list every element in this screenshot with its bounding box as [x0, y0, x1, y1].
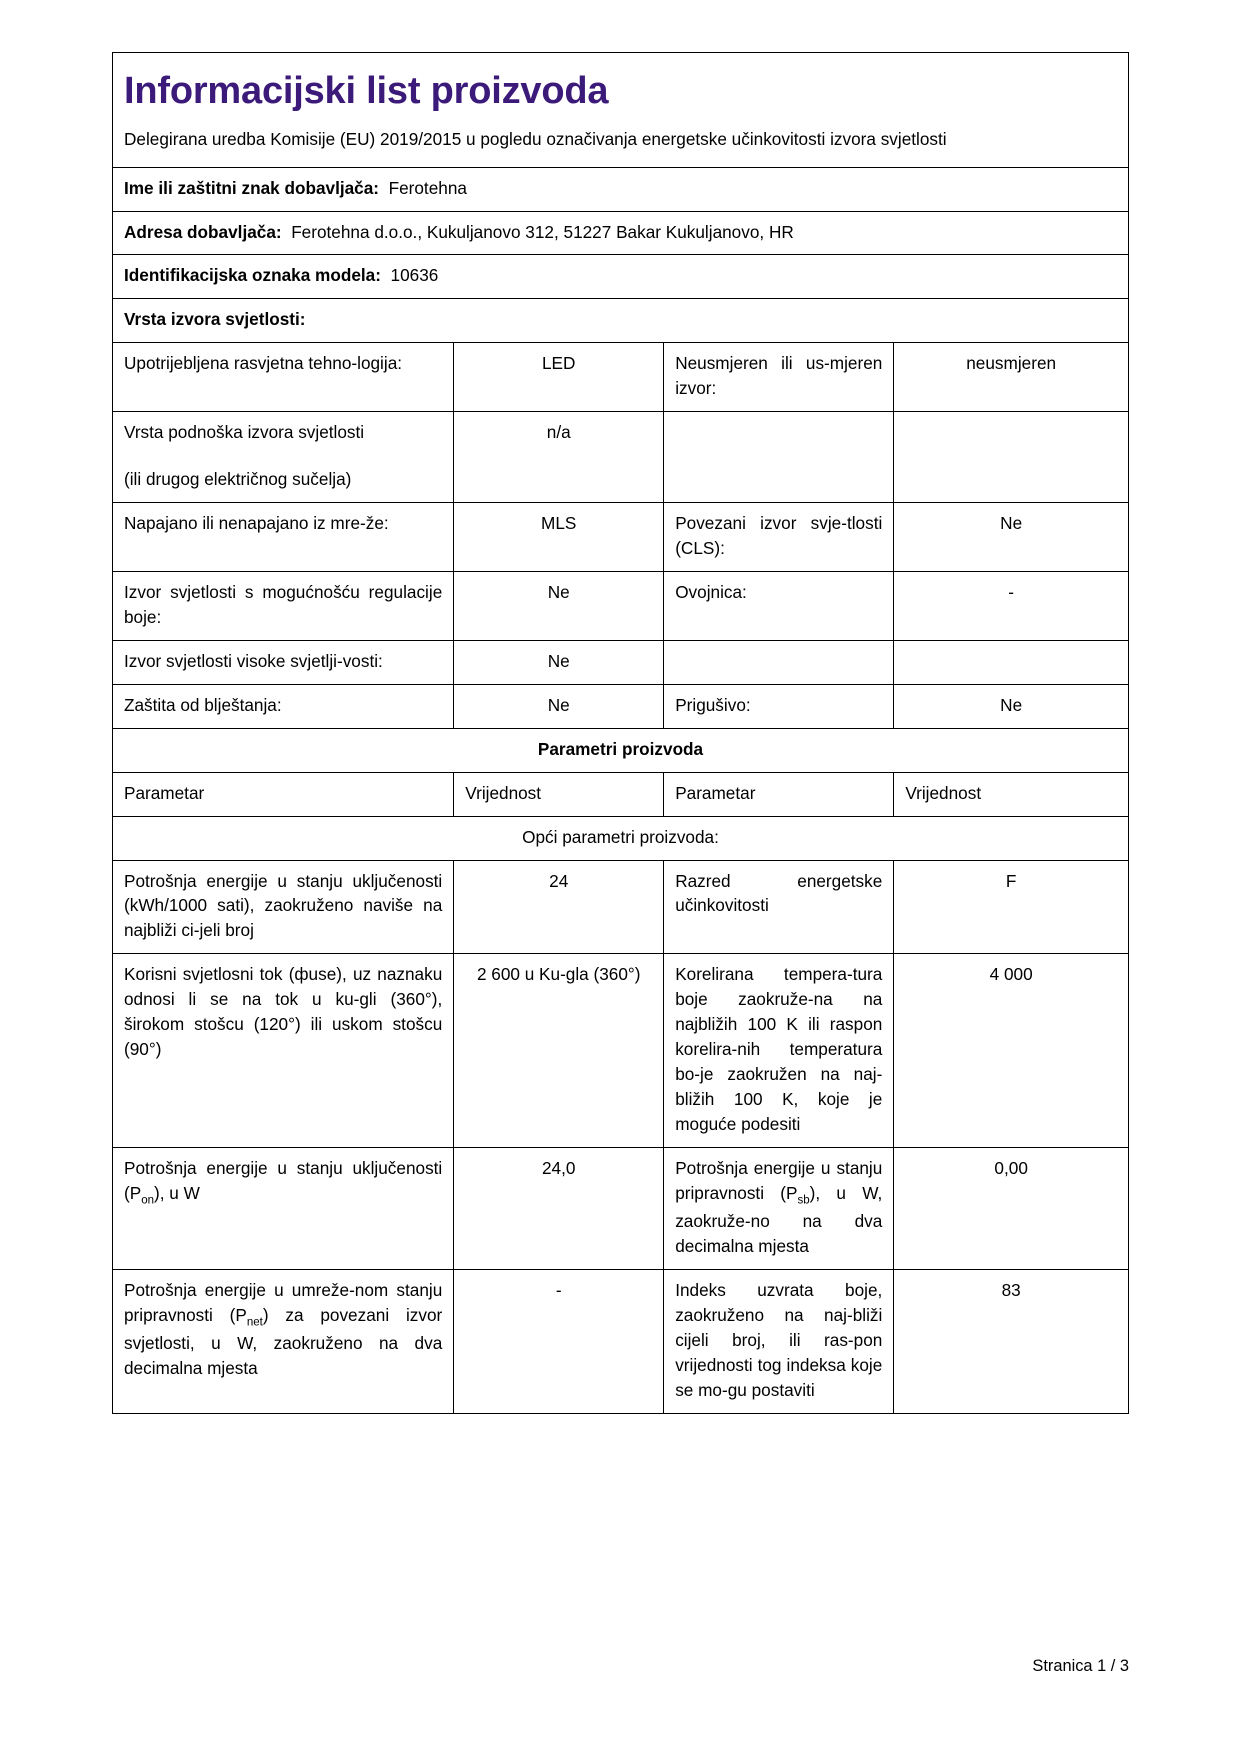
model-identifier-label: Identifikacijska oznaka modela:: [124, 265, 381, 286]
cell-value: Ne: [454, 684, 664, 728]
cell-value: F: [894, 860, 1129, 954]
cell-value: n/a: [454, 412, 664, 503]
table-row: [113, 1147, 1129, 1269]
cell-label: [113, 412, 454, 503]
cell-value: Ne: [894, 503, 1129, 572]
cell-label: Izvor svjetlosti s mogućnošću regulacije boje:: [113, 571, 454, 640]
cell-label-line1: Vrsta podnoška izvora svjetlosti: [124, 422, 365, 443]
table-row: [113, 860, 1129, 954]
cell-value: neusmjeren: [894, 343, 1129, 412]
column-header-value-right: Vrijednost: [894, 772, 1129, 816]
cell-label-line2: (ili drugog električnog sučelja): [124, 469, 352, 490]
cell-label: Upotrijebljena rasvjetna tehno-logija:: [113, 343, 454, 412]
cell-value: 24: [454, 860, 664, 954]
supplier-address-value: Ferotehna d.o.o., Kukuljanovo 312, 51227 Bakar Kukuljanovo, HR: [291, 221, 794, 242]
table-row-parameters-heading: [113, 728, 1129, 772]
cell-label: Povezani izvor svje-tlosti (CLS):: [664, 503, 894, 572]
cell-value: LED: [454, 343, 664, 412]
table-row: [113, 412, 1129, 503]
cell-label: Potrošnja energije u stanju pripravnosti $(P_{sb})$, u W, zaokruže-no na dva decimalna mjesta: [664, 1147, 894, 1269]
supplier-name-label: Ime ili zaštitni znak dobavljača:: [124, 177, 380, 198]
page-footer: Stranica 1 / 3: [1032, 1657, 1129, 1675]
cell-label: Potrošnja energije u umreže-nom stanju pripravnosti $(P_{net})$ za povezani izvor svjetlosti, u W, zaokruženo na dva decimalna mjesta: [113, 1269, 454, 1413]
product-information-table: [112, 52, 1129, 1414]
cell-value: -: [454, 1269, 664, 1413]
general-parameters-heading: Opći parametri proizvoda:: [113, 816, 1129, 860]
table-row-title: [113, 53, 1129, 168]
column-header-parameter-right: Parametar: [664, 772, 894, 816]
cell-label: Prigušivo:: [664, 684, 894, 728]
cell-label: Ovojnica:: [664, 571, 894, 640]
cell-label: Razred energetske učinkovitosti: [664, 860, 894, 954]
cell-value: -: [894, 571, 1129, 640]
cell-value: 2 600 u Ku-gla (360°): [454, 954, 664, 1148]
cell-value: 83: [894, 1269, 1129, 1413]
product-information-sheet: [112, 52, 1129, 1414]
supplier-name-cell: [113, 167, 1129, 211]
cell-value: [894, 412, 1129, 503]
table-row: [113, 640, 1129, 684]
table-row-supplier-address: [113, 211, 1129, 255]
cell-label: Potrošnja energije u stanju uključenosti $(P_{on})$, u W: [113, 1147, 454, 1269]
table-row-source-type-heading: [113, 299, 1129, 343]
column-header-parameter-left: Parametar: [113, 772, 454, 816]
cell-value: Ne: [454, 640, 664, 684]
source-type-heading-cell: [113, 299, 1129, 343]
cell-value: Ne: [454, 571, 664, 640]
cell-label: Indeks uzvrata boje, zaokruženo na naj-bliži cijeli broj, ili ras-pon vrijednosti tog indeksa koje se mo-gu postaviti: [664, 1269, 894, 1413]
column-header-value-left: Vrijednost: [454, 772, 664, 816]
cell-label: [664, 640, 894, 684]
page-title: Informacijski list proizvoda: [124, 70, 609, 112]
cell-label: Potrošnja energije u stanju uključenosti (kWh/1000 sati), zaokruženo naviše na najbliži ci-jeli broj: [113, 860, 454, 954]
table-row-general-parameters-heading: [113, 816, 1129, 860]
parameters-section-heading: Parametri proizvoda: [113, 728, 1129, 772]
table-row: [113, 503, 1129, 572]
cell-label: Korelirana tempera-tura boje zaokruže-na na najbližih 100 K ili raspon korelira-nih temperatura bo-je zaokružen na naj-bližih 100 K, koje je moguće podesiti: [664, 954, 894, 1148]
cell-label: Korisni svjetlosni tok (фuse), uz naznaku odnosi li se na tok u ku-gli (360°), širokom stošcu (120°) ili uskom stošcu (90°): [113, 954, 454, 1148]
table-row: [113, 954, 1129, 1148]
cell-value: 4 000: [894, 954, 1129, 1148]
cell-label: Izvor svjetlosti visoke svjetlji-vosti:: [113, 640, 454, 684]
supplier-address-cell: [113, 211, 1129, 255]
table-row: [113, 1269, 1129, 1413]
cell-label: [664, 412, 894, 503]
regulation-subtitle: Delegirana uredba Komisije (EU) 2019/2015 u pogledu označivanja energetske učinkovitosti izvora svjetlosti: [124, 128, 947, 149]
cell-label: Zaštita od blještanja:: [113, 684, 454, 728]
source-type-heading: Vrsta izvora svjetlosti:: [124, 309, 306, 330]
model-identifier-value: 10636: [390, 265, 439, 286]
title-cell: [113, 53, 1129, 168]
cell-label: Neusmjeren ili us-mjeren izvor:: [664, 343, 894, 412]
table-row: [113, 684, 1129, 728]
table-row-model: [113, 255, 1129, 299]
supplier-address-label: Adresa dobavljača:: [124, 221, 282, 242]
table-row: [113, 343, 1129, 412]
model-identifier-cell: [113, 255, 1129, 299]
cell-value: 24,0: [454, 1147, 664, 1269]
cell-label: Napajano ili nenapajano iz mre-že:: [113, 503, 454, 572]
table-row: [113, 571, 1129, 640]
supplier-name-value: Ferotehna: [388, 177, 467, 198]
cell-value: 0,00: [894, 1147, 1129, 1269]
cell-value: MLS: [454, 503, 664, 572]
table-row-column-headers: [113, 772, 1129, 816]
cell-value: Ne: [894, 684, 1129, 728]
table-row-supplier-name: [113, 167, 1129, 211]
cell-value: [894, 640, 1129, 684]
